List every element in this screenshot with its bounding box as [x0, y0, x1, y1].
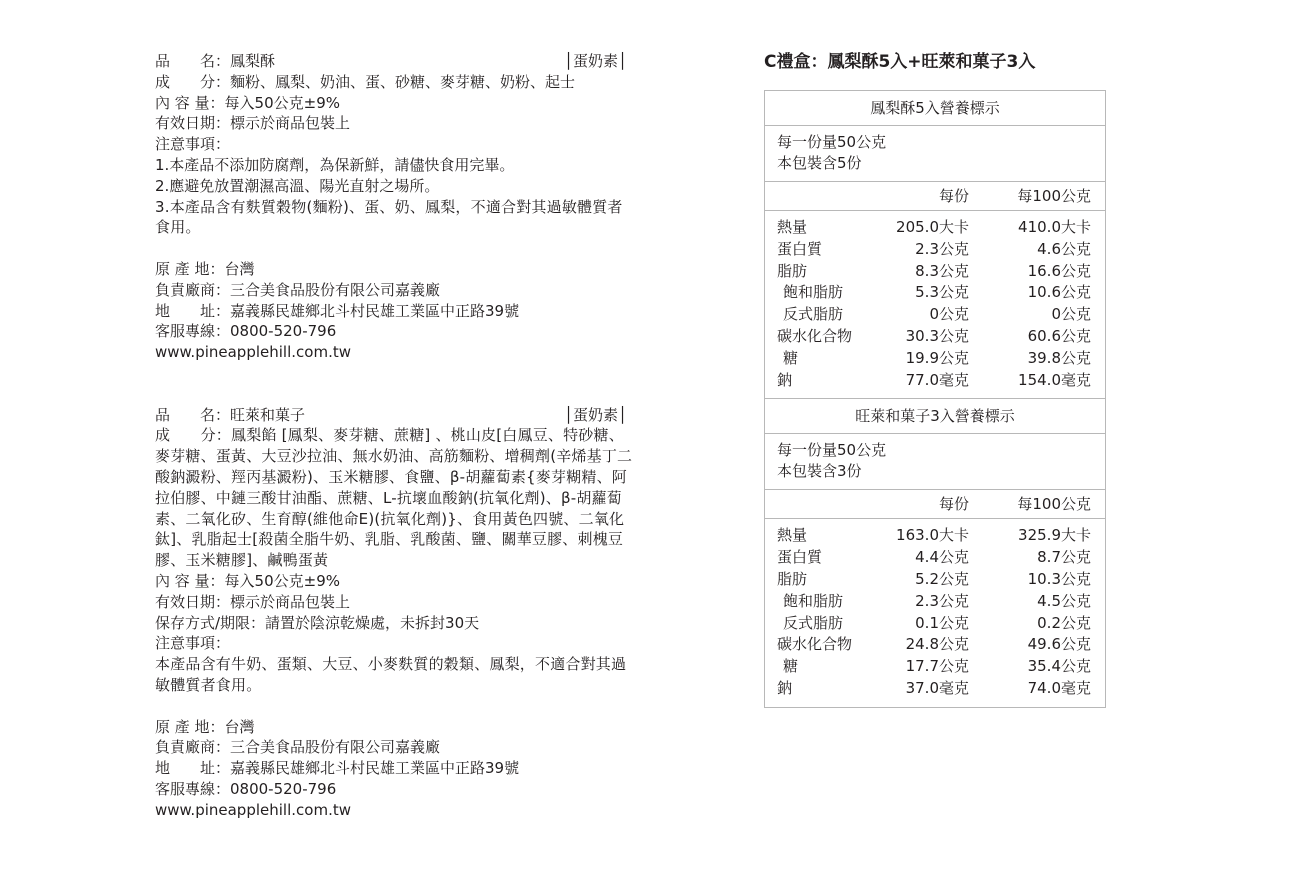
gift-box-title: C禮盒：鳳梨酥5入+旺萊和菓子3入 [764, 52, 1036, 72]
nutrient-row-fat: 脂肪 5.2公克 10.3公克 [777, 569, 1091, 588]
nutrient-row-energy: 熱量 163.0大卡 325.9大卡 [777, 526, 1091, 545]
p2-net-content: 內 容 量：每入50公克±9% [155, 571, 340, 590]
p2-storage: 保存方式/期限：請置於陰涼乾燥處，未拆封30天 [155, 613, 480, 632]
p1-expiry: 有效日期：標示於商品包裝上 [155, 114, 351, 133]
nutrient-row-sugar: 糖 19.9公克 39.8公克 [783, 348, 1091, 367]
nutrient-rows [765, 211, 1105, 399]
section-heading-wafer-cake: 旺萊和菓子3入營養標示 [765, 399, 1105, 434]
servings-per-pack: 本包裝含3份 [777, 462, 862, 481]
p2-manufacturer: 負責廠商：三合美食品股份有限公司嘉義廠 [155, 738, 441, 757]
col-per-100g: 每100公克 [1017, 187, 1091, 205]
column-headers [765, 490, 1105, 519]
nutrient-row-trans-fat: 反式脂肪 0.1公克 0.2公克 [783, 613, 1091, 632]
product-label-text [155, 51, 633, 820]
nutrient-row-saturated-fat: 飽和脂肪 2.3公克 4.5公克 [783, 591, 1091, 610]
p1-notice-1: 1.本產品不添加防腐劑，為保新鮮，請儘快食用完畢。 [155, 155, 515, 174]
p2-expiry: 有效日期：標示於商品包裝上 [155, 592, 351, 611]
nutrient-row-carbohydrate: 碳水化合物 24.8公克 49.6公克 [777, 635, 1091, 654]
p2-diet-tag: │蛋奶素│ [563, 405, 627, 424]
nutrition-panel [764, 50, 1106, 708]
nutrient-row-protein: 蛋白質 2.3公克 4.6公克 [777, 239, 1091, 258]
p2-header [155, 405, 633, 426]
p1-header [155, 51, 633, 72]
serving-info [765, 126, 1105, 182]
p1-hotline: 客服專線：0800-520-796 [155, 322, 337, 341]
p1-website: www.pineapplehill.com.tw [155, 343, 351, 362]
p1-net-content: 內 容 量：每入50公克±9% [155, 93, 340, 112]
col-per-serving: 每份 [938, 187, 969, 205]
p2-hotline: 客服專線：0800-520-796 [155, 779, 337, 798]
p2-notice-heading: 注意事項： [155, 634, 231, 653]
p1-name: 品 名：鳳梨酥 [155, 52, 276, 70]
p1-address: 地 址：嘉義縣民雄鄉北斗村民雄工業區中正路39號 [155, 301, 520, 320]
p2-allergen: 本產品含有牛奶、蛋類、大豆、小麥麩質的穀類、鳳梨，不適合對其過敏體質者食用。 [155, 655, 627, 694]
p2-name: 品 名：旺萊和菓子 [155, 405, 306, 424]
p1-origin: 原 產 地：台灣 [155, 259, 255, 278]
p1-notice-3: 3.本產品含有麩質穀物(麵粉)、蛋、奶、鳳梨，不適合對其過敏體質者食用。 [155, 197, 623, 237]
column-headers [765, 182, 1105, 211]
nutrient-row-trans-fat: 反式脂肪 0公克 0公克 [783, 305, 1091, 324]
section-heading-pineapple-cake: 鳳梨酥5入營養標示 [765, 91, 1105, 126]
nutrient-row-protein: 蛋白質 4.4公克 8.7公克 [777, 548, 1091, 567]
p1-notice-heading: 注意事項： [155, 135, 231, 154]
p1-manufacturer: 負責廠商：三合美食品股份有限公司嘉義廠 [155, 280, 441, 299]
p1-diet-tag: │蛋奶素│ [563, 52, 627, 70]
nutrient-row-sugar: 糖 17.7公克 35.4公克 [783, 657, 1091, 676]
nutrient-row-sodium: 鈉 37.0毫克 74.0毫克 [777, 678, 1091, 697]
p2-website: www.pineapplehill.com.tw [155, 800, 351, 819]
nutrient-row-fat: 脂肪 8.3公克 16.6公克 [777, 261, 1091, 280]
serving-size: 每一份量50公克 [777, 441, 887, 460]
servings-per-pack: 本包裝含5份 [777, 154, 862, 172]
p2-address: 地 址：嘉義縣民雄鄉北斗村民雄工業區中正路39號 [155, 759, 520, 778]
p2-origin: 原 產 地：台灣 [155, 717, 255, 736]
col-per-serving: 每份 [938, 495, 969, 514]
serving-size: 每一份量50公克 [777, 133, 887, 151]
nutrient-row-saturated-fat: 飽和脂肪 5.3公克 10.6公克 [783, 283, 1091, 302]
nutrient-row-carbohydrate: 碳水化合物 30.3公克 60.6公克 [777, 326, 1091, 345]
p2-ingredients: 成 分：鳳梨餡 [鳳梨、麥芽糖、蔗糖] 、桃山皮[白鳳豆、特砂糖、麥芽糖、蛋黃、大豆沙拉油、無水奶油、高筋麵粉、增稠劑(辛烯基丁二酸鈉澱粉、羥丙基澱粉)、玉米糖膠、食鹽、β-胡蘿蔔素{麥芽糊精、阿拉伯膠、中鏈三酸甘油酯、蔗糖、L-抗壞血酸鈉(抗氧化劑)、β-胡蘿蔔素、二氧化矽、生育醇(維他命E)(抗氧化劑)}、食用黃色四號、二氧化鈦]、乳脂起士[殺菌全脂牛奶、乳脂、乳酸菌、鹽、關華豆膠、刺槐豆膠、玉米糖膠]、鹹鴨蛋黃 [155, 426, 633, 570]
nutrient-rows [765, 519, 1105, 706]
nutrient-row-sodium: 鈉 77.0毫克 154.0毫克 [777, 370, 1091, 389]
p1-notice-2: 2.應避免放置潮濕高溫、陽光直射之場所。 [155, 176, 440, 195]
nutrition-table [764, 90, 1106, 708]
serving-info [765, 434, 1105, 490]
col-per-100g: 每100公克 [1017, 495, 1091, 514]
p1-ingredients: 成 分：麵粉、鳳梨、奶油、蛋、砂糖、麥芽糖、奶粉、起士 [155, 72, 576, 91]
nutrient-row-energy: 熱量 205.0大卡 410.0大卡 [777, 218, 1091, 236]
